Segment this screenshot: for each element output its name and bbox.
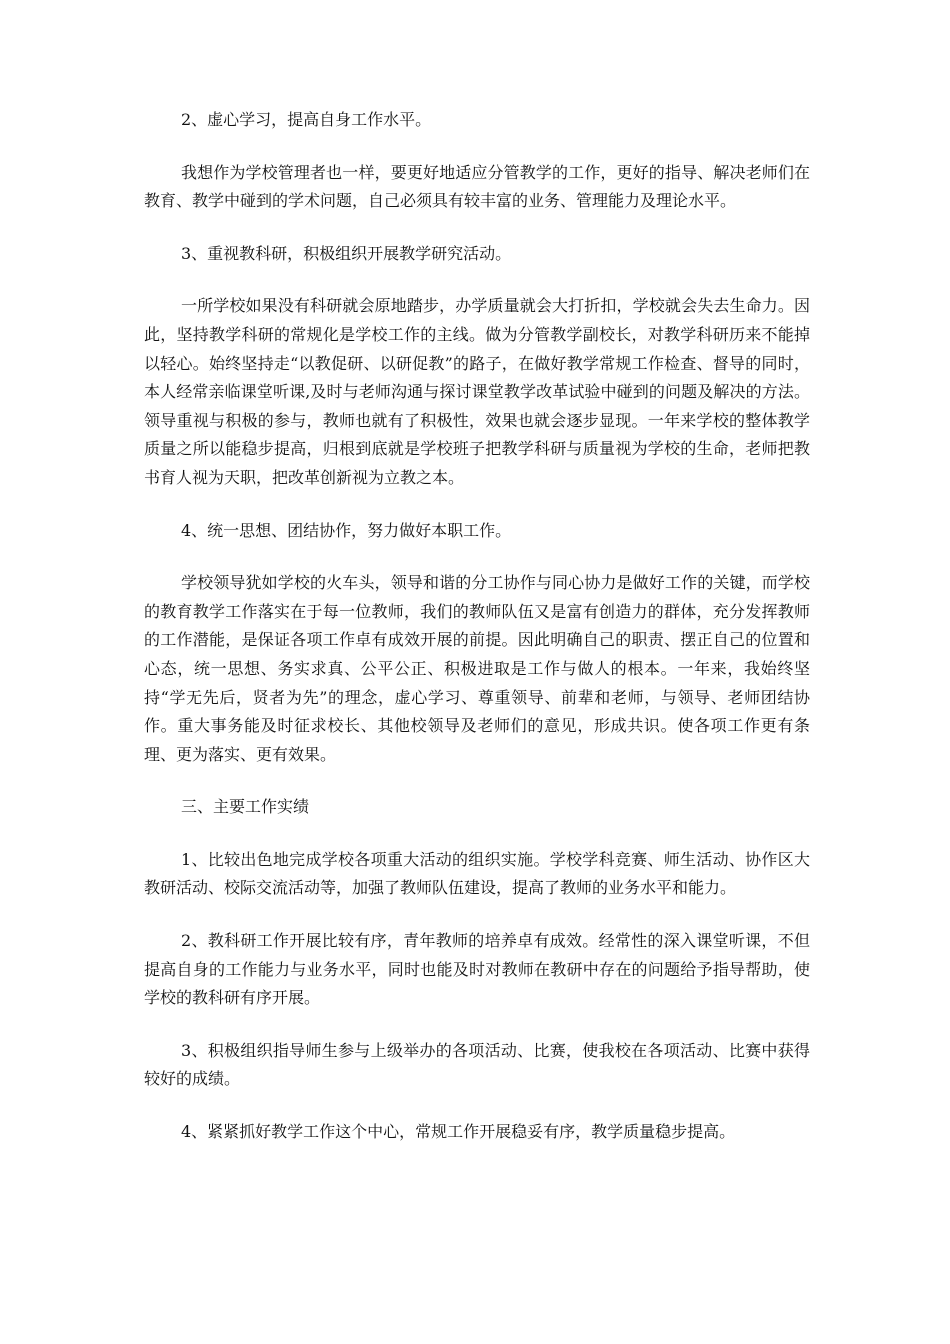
section-heading-achievements: 三、主要工作实绩: [181, 797, 310, 817]
section-heading-unity: 4、统一思想、团结协作，努力做好本职工作。: [181, 520, 512, 540]
paragraph-achievement-1: 1、比较出色地完成学校各项重大活动的组织实施。学校学科竞赛、师生活动、协作区大教研活动、校际交流活动等，加强了教师队伍建设，提高了教师的业务水平和能力。: [144, 849, 810, 898]
paragraph-research: 一所学校如果没有科研就会原地踏步，办学质量就会大打折扣，学校就会失去生命力。因此，坚持教学科研的常规化是学校工作的主线。做为分管教学副校长，对教学科研历来不能掉以轻心。始终坚持走“以教促研、以研促教”的路子，在做好教学常规工作检查、督导的同时，本人经常亲临课堂听课,及时与老师沟通与探讨课堂教学改革试验中碰到的问题及解决的方法。领导重视与积极的参与，教师也就有了积极性，效果也就会逐步显现。一年来学校的整体教学质量之所以能稳步提高，归根到底就是学校班子把教学科研与质量视为学校的生命，老师把教书育人视为天职，把改革创新视为立教之本。: [144, 296, 810, 487]
section-heading-research: 3、重视教科研，积极组织开展教学研究活动。: [181, 243, 512, 263]
section-heading-study: 2、虚心学习，提高自身工作水平。: [181, 110, 432, 129]
document-body: [144, 106, 810, 1171]
paragraph-achievement-2: 2、教科研工作开展比较有序，青年教师的培养卓有成效。经常性的深入课堂听课，不但提高自身的工作能力与业务水平，同时也能及时对教师在教研中存在的问题给予指导帮助，使学校的教科研有序开展。: [144, 931, 810, 1008]
paragraph-achievement-4: 4、紧紧抓好教学工作这个中心，常规工作开展稳妥有序，教学质量稳步提高。: [181, 1122, 736, 1142]
paragraph-achievement-3: 3、积极组织指导师生参与上级举办的各项活动、比赛，使我校在各项活动、比赛中获得较好的成绩。: [144, 1040, 810, 1089]
paragraph-unity: 学校领导犹如学校的火车头，领导和谐的分工协作与同心协力是做好工作的关键，而学校的教育教学工作落实在于每一位教师，我们的教师队伍又是富有创造力的群体，充分发挥教师的工作潜能，是保证各项工作卓有成效开展的前提。因此明确自己的职责、摆正自己的位置和心态，统一思想、务实求真、公平公正、积极进取是工作与做人的根本。一年来，我始终坚持“学无先后，贤者为先”的理念，虚心学习、尊重领导、前辈和老师，与领导、老师团结协作。重大事务能及时征求校长、其他校领导及老师们的意见，形成共识。使各项工作更有条理、更为落实、更有效果。: [144, 573, 810, 764]
paragraph-study: 我想作为学校管理者也一样，要更好地适应分管教学的工作，更好的指导、解决老师们在教育、教学中碰到的学术问题，自己必须具有较丰富的业务、管理能力及理论水平。: [144, 162, 810, 211]
